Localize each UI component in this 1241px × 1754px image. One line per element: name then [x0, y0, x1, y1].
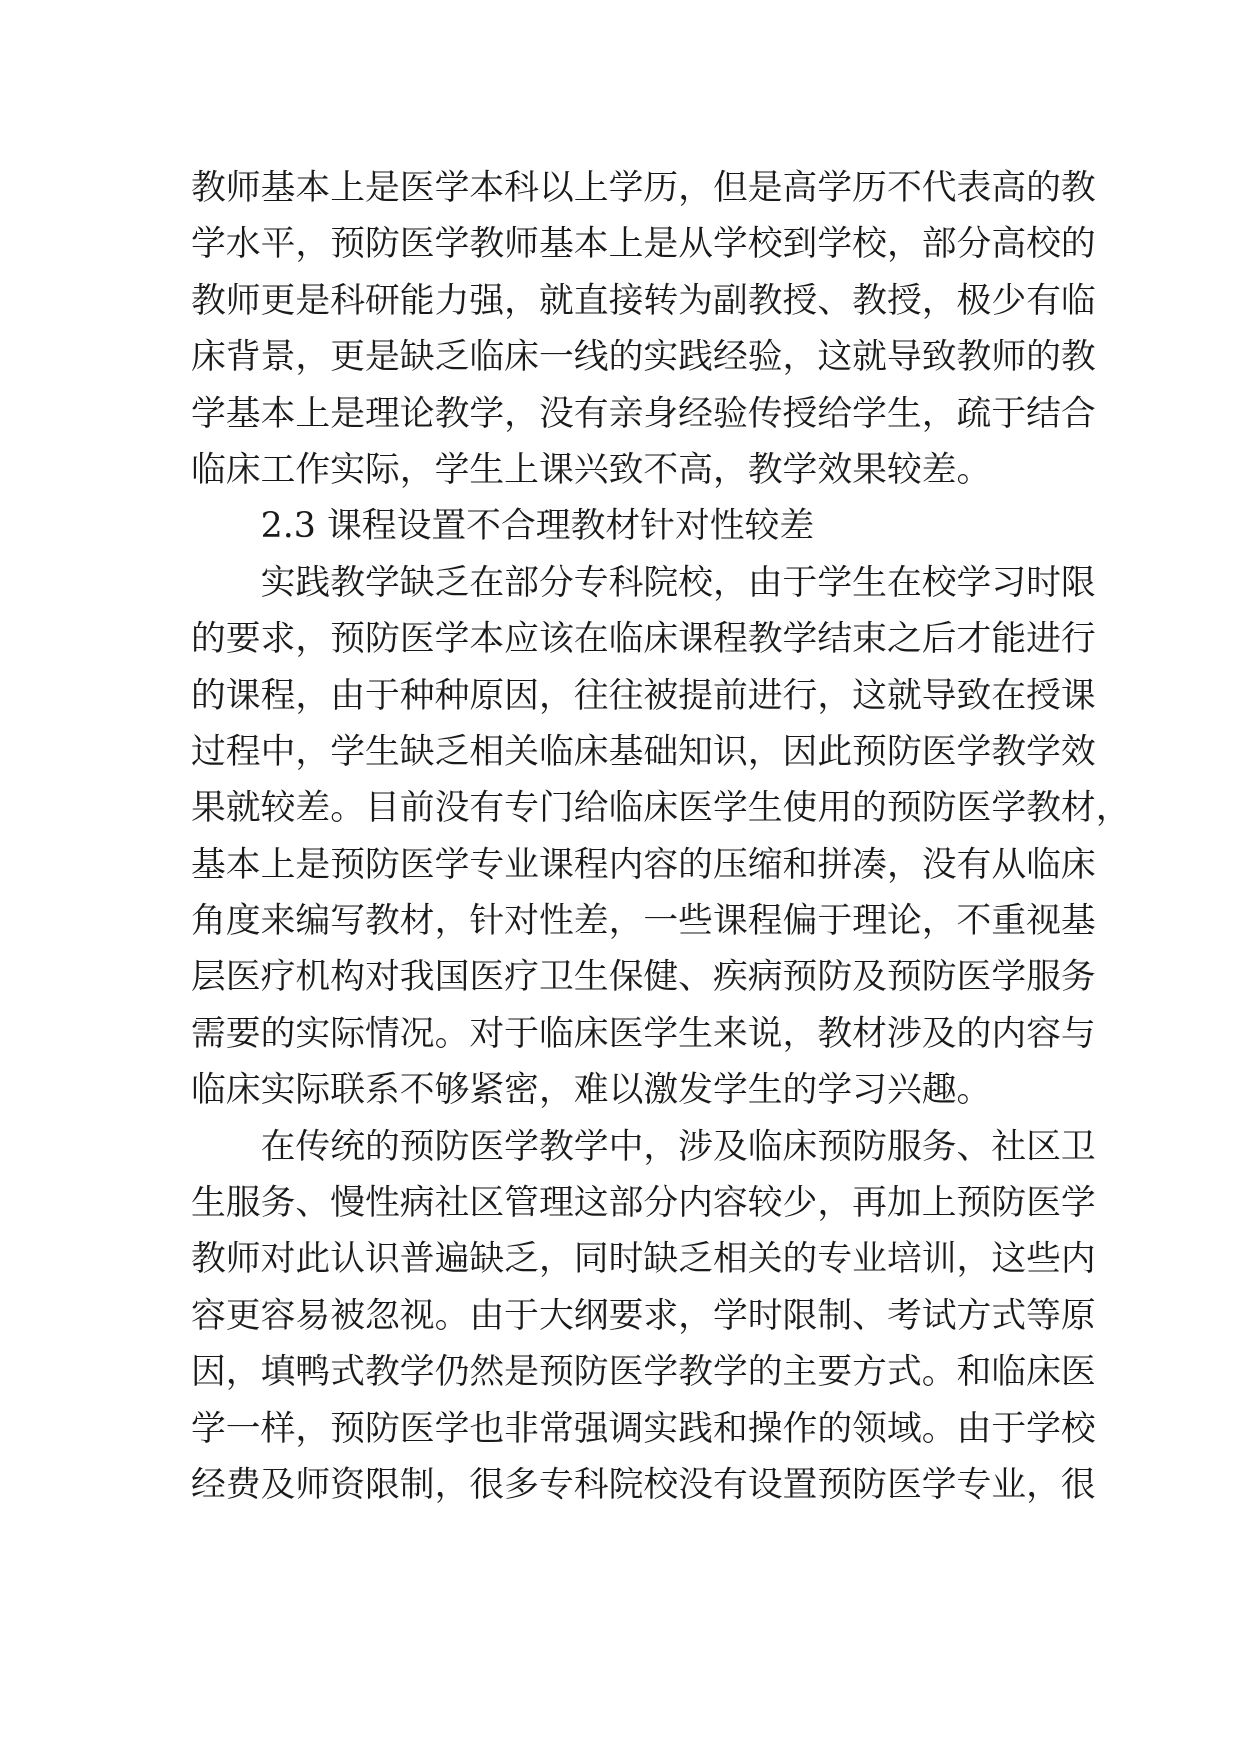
text-line: 床背景，更是缺乏临床一线的实践经验，这就导致教师的教 [191, 337, 1096, 378]
text-line: 容更容易被忽视。由于大纲要求，学时限制、考试方式等原 [191, 1295, 1096, 1336]
text-line: 教师更是科研能力强，就直接转为副教授、教授，极少有临 [191, 280, 1096, 321]
text-line: 需要的实际情况。对于临床医学生来说，教材涉及的内容与 [191, 1013, 1096, 1054]
paragraph [191, 160, 1096, 498]
text-line: 实践教学缺乏在部分专科院校，由于学生在校学习时限 [260, 562, 1096, 603]
text-line: 学一样，预防医学也非常强调实践和操作的领域。由于学校 [191, 1408, 1096, 1449]
text-line: 临床工作实际，学生上课兴致不高，教学效果较差。 [191, 449, 992, 490]
text-line: 教师对此认识普遍缺乏，同时缺乏相关的专业培训，这些内 [191, 1239, 1096, 1280]
text-line: 的课程，由于种种原因，往往被提前进行，这就导致在授课 [191, 675, 1096, 716]
text-line: 果就较差。目前没有专门给临床医学生使用的预防医学教材， [191, 788, 1131, 829]
text-line: 的要求，预防医学本应该在临床课程教学结束之后才能进行 [191, 619, 1096, 660]
text-line: 生服务、慢性病社区管理这部分内容较少，再加上预防医学 [191, 1183, 1096, 1224]
text-line: 基本上是预防医学专业课程内容的压缩和拼凑，没有从临床 [191, 844, 1096, 885]
paragraph [191, 555, 1131, 1119]
text-line: 过程中，学生缺乏相关临床基础知识，因此预防医学教学效 [191, 731, 1096, 772]
text-line: 教师基本上是医学本科以上学历，但是高学历不代表高的教 [191, 168, 1096, 208]
body-text [191, 160, 1131, 1513]
paragraph [191, 1119, 1096, 1514]
text-line: 学基本上是理论教学，没有亲身经验传授给学生，疏于结合 [191, 393, 1096, 434]
text-line: 因，填鸭式教学仍然是预防医学教学的主要方式。和临床医 [191, 1352, 1096, 1393]
heading-text: 2.3 课程设置不合理教材针对性较差 [260, 506, 815, 547]
text-line: 角度来编写教材，针对性差，一些课程偏于理论，不重视基 [191, 901, 1096, 942]
text-line: 学水平，预防医学教师基本上是从学校到学校，部分高校的 [191, 224, 1096, 265]
text-line: 层医疗机构对我国医疗卫生保健、疾病预防及预防医学服务 [191, 957, 1096, 998]
section-heading [191, 498, 1053, 554]
text-line: 经费及师资限制，很多专科院校没有设置预防医学专业，很 [191, 1464, 1096, 1505]
text-line: 临床实际联系不够紧密，难以激发学生的学习兴趣。 [191, 1070, 992, 1111]
text-line: 在传统的预防医学教学中，涉及临床预防服务、社区卫 [260, 1126, 1096, 1167]
